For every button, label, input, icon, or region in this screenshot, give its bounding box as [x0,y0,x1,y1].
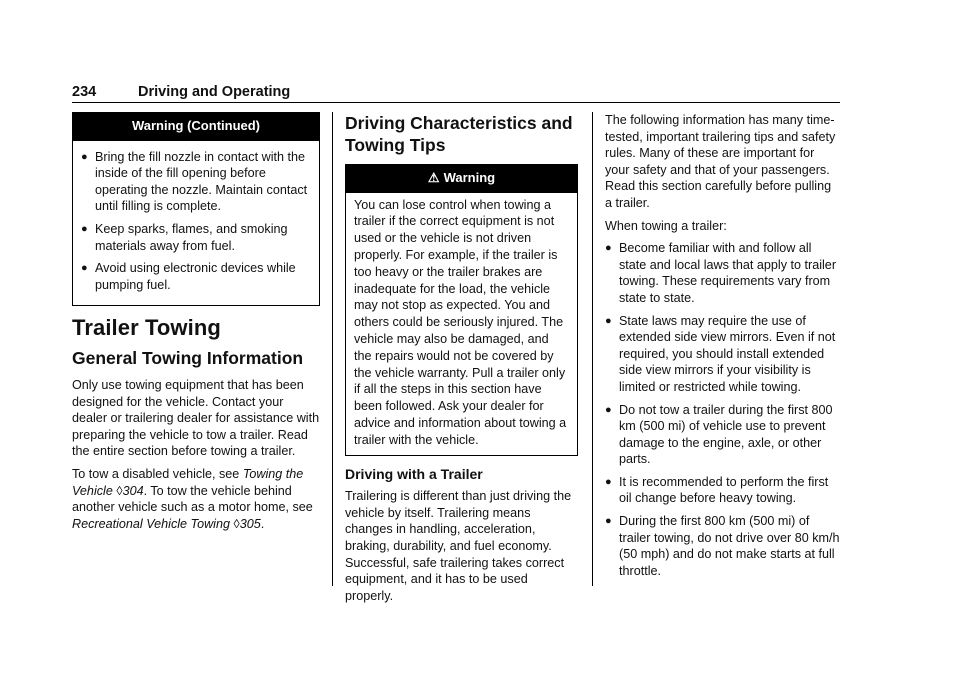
link-recreational-vehicle-towing[interactable]: Recreational Vehicle Towing [72,516,230,531]
list-item: ● During the first 800 km (500 mi) of trailer towing, do not drive over 80 km/h (50 mph) and do not make starts at full throttle. [605,514,840,578]
section-name: Driving and Operating [138,84,291,100]
column-2 [345,112,578,610]
bullet-icon: ● [81,262,88,275]
list-item: ● Bring the fill nozzle in contact with the inside of the fill opening before operating the nozzle. Maintain contact until filling is complete. [81,149,308,214]
section-title: Trailer Towing [72,315,221,341]
warning-title: Warning [443,170,496,185]
towing-tips-list [605,240,841,579]
warning-header [346,165,577,193]
bullet-icon: ● [81,222,88,235]
column-1 [72,112,320,538]
column-divider [332,112,333,586]
warning-body [73,141,319,306]
paragraph: Trailering is different than just driving the vehicle by itself. Trailering means changes in handling, acceleration, braking, durability, and fuel economy. Successful, safe trailering takes correct equipment, and it has to be used properly. [345,489,572,603]
page-header [72,84,840,100]
bullet-icon: ● [81,150,88,163]
paragraph: When towing a trailer: [605,218,727,233]
warning-box [345,164,578,456]
paragraph: The following information has many time-tested, important trailering tips and safety rules. Many of these are important for your safety and that of your passengers. Read this section carefully before pulling a trailer. [605,113,836,210]
section-title: Driving Characteristics and Towing Tips [345,113,573,155]
list-item: ● State laws may require the use of extended side view mirrors. Even if not required, you should install extended side view mirrors if your visibility is limited or restricted while towing. [605,313,836,394]
page-ref-icon: ◊ [116,483,123,498]
warning-body [346,193,577,455]
list-item: ● Do not tow a trailer during the first 800 km (500 mi) of vehicle use to prevent damage to the engine, axle, or other parts. [605,402,833,467]
link-towing-the-vehicle[interactable]: Towing the Vehicle [72,466,304,498]
list-item: ● Keep sparks, flames, and smoking materials away from fuel. [81,221,288,253]
warning-list [81,149,311,294]
warning-icon: ⚠ [427,170,440,185]
column-3 [605,112,841,585]
page-ref[interactable]: 304 [122,483,144,498]
list-item: ● It is recommended to perform the first oil change before heavy towing. [605,474,829,506]
subsection-title: General Towing Information [72,347,304,368]
warning-box-continued [72,112,320,306]
page-ref-icon: ◊ [233,516,240,531]
header-divider [72,102,840,103]
page-number: 234 [72,84,97,100]
list-item: ● Avoid using electronic devices while pumping fuel. [81,261,296,292]
bullet-icon: ● [605,515,612,528]
subheading: Driving with a Trailer [345,465,483,482]
warning-text: You can lose control when towing a trailer if the correct equipment is not used or the vehicle is not driven properly. For example, if the trailer is too heavy or the trailer brakes are inadequate for the load, the vehicle may not stop as expected. You and others could be seriously injured. The vehicle may also be damaged, and the repairs would not be covered by the vehicle warranty. Pull a trailer only if all the steps in this section have been followed. Ask your dealer for advice and information about towing a trailer with the vehicle. [354,197,567,447]
bullet-icon: ● [605,475,612,488]
list-item: ● Become familiar with and follow all state and local laws that apply to trailer towing. These requirements vary from state to state. [605,241,837,305]
bullet-icon: ● [605,314,612,327]
paragraph: Only use towing equipment that has been designed for the vehicle. Contact your dealer or trailering dealer for assistance with preparing the vehicle to tow a trailer. Read the entire section before towing a trailer. [72,377,320,459]
paragraph-refs: To tow a disabled vehicle, see Towing the Vehicle ◊304. To tow the vehicle behind another vehicle such as a motor home, see Recreational Vehicle Towing ◊305. [72,466,313,531]
bullet-icon: ● [605,403,612,416]
bullet-icon: ● [605,242,612,255]
page-ref[interactable]: 305 [239,516,261,531]
warning-title: Warning (Continued) [73,113,319,141]
column-divider [592,112,593,586]
